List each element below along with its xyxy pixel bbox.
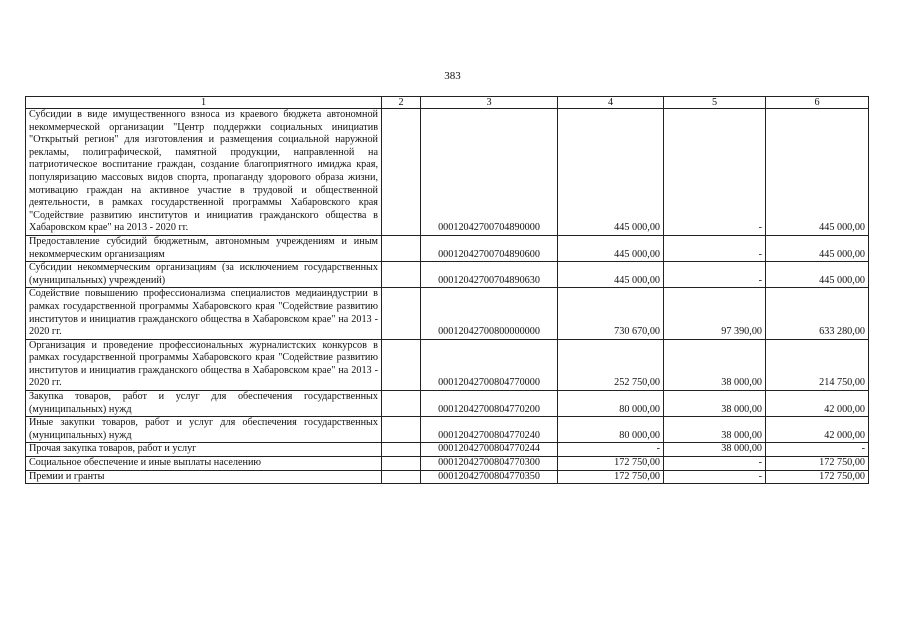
row-value-5: - [664,235,766,261]
column-header: 2 [382,97,421,109]
row-value-4: - [558,443,664,457]
row-code: 00012042700704890630 [421,262,558,288]
row-code: 00012042700804770244 [421,443,558,457]
row-value-4: 80 000,00 [558,417,664,443]
row-description: Прочая закупка товаров, работ и услуг [26,443,382,457]
table-row [26,391,869,417]
column-header: 3 [421,97,558,109]
row-value-5: - [664,109,766,236]
column-header: 4 [558,97,664,109]
row-value-6: 172 750,00 [766,470,869,484]
row-description: Содействие повышению профессионализма специалистов медиаиндустрии в рамках государственной программы Хабаровского края "Содействие развитию институтов и инициатив гражданского общества в Хабаровском крае" на 2013 - 2020 гг. [26,288,382,339]
row-description: Организация и проведение профессиональных журналистских конкурсов в рамках государственной программы Хабаровского края "Содействие развитию институтов и инициатив гражданского общества в Хабаровском крае" на 2013 - 2020 гг. [26,339,382,390]
row-description: Предоставление субсидий бюджетным, автономным учреждениям и иным некоммерческим организациям [26,235,382,261]
row-code: 00012042700804770200 [421,391,558,417]
row-code: 00012042700804770300 [421,457,558,471]
row-value-6: 633 280,00 [766,288,869,339]
row-col2 [382,457,421,471]
row-col2 [382,417,421,443]
table-row [26,443,869,457]
row-col2 [382,288,421,339]
row-value-4: 730 670,00 [558,288,664,339]
row-value-5: - [664,470,766,484]
table-row [26,288,869,339]
row-code: 00012042700804770350 [421,470,558,484]
row-value-6: 445 000,00 [766,262,869,288]
row-value-4: 445 000,00 [558,262,664,288]
row-value-5: 38 000,00 [664,417,766,443]
row-value-5: 38 000,00 [664,339,766,390]
row-value-4: 80 000,00 [558,391,664,417]
row-col2 [382,262,421,288]
row-col2 [382,235,421,261]
row-value-4: 252 750,00 [558,339,664,390]
column-header: 5 [664,97,766,109]
header-row [26,97,869,109]
row-value-5: 38 000,00 [664,443,766,457]
row-description: Субсидии некоммерческим организациям (за исключением государственных (муниципальных) учреждений) [26,262,382,288]
row-value-6: - [766,443,869,457]
row-value-4: 172 750,00 [558,457,664,471]
table-row [26,235,869,261]
row-value-6: 172 750,00 [766,457,869,471]
row-value-4: 445 000,00 [558,109,664,236]
row-description: Субсидии в виде имущественного взноса из краевого бюджета автономной некоммерческой организации "Центр поддержки социальных инициатив "Открытый регион" для изготовления и размещения социальной наружной рекламы, полиграфической, памятной продукции, направленной на патриотическое воспитание граждан, создание благоприятного имиджа края, популяризацию массовых видов спорта, пропаганду здорового образа жизни, мотивацию граждан на активное участие в трудовой и общественной деятельности, в рамках государственной программы Хабаровского края "Содействие развитию институтов и инициатив гражданского общества в Хабаровском крае" на 2013 - 2020 гг. [26,109,382,236]
row-col2 [382,109,421,236]
row-code: 00012042700704890000 [421,109,558,236]
row-value-5: - [664,457,766,471]
column-header: 1 [26,97,382,109]
table-row [26,457,869,471]
row-description: Социальное обеспечение и иные выплаты населению [26,457,382,471]
row-value-4: 172 750,00 [558,470,664,484]
row-code: 00012042700704890600 [421,235,558,261]
table-row [26,262,869,288]
row-value-6: 42 000,00 [766,391,869,417]
row-col2 [382,391,421,417]
table-row [26,339,869,390]
table-row [26,417,869,443]
row-value-6: 42 000,00 [766,417,869,443]
row-value-6: 214 750,00 [766,339,869,390]
row-col2 [382,443,421,457]
row-value-5: 97 390,00 [664,288,766,339]
row-col2 [382,339,421,390]
row-value-6: 445 000,00 [766,109,869,236]
column-header: 6 [766,97,869,109]
budget-table [25,96,869,484]
row-value-5: 38 000,00 [664,391,766,417]
row-col2 [382,470,421,484]
row-value-5: - [664,262,766,288]
row-code: 00012042700800000000 [421,288,558,339]
row-description: Премии и гранты [26,470,382,484]
row-value-6: 445 000,00 [766,235,869,261]
table-row [26,470,869,484]
row-description: Закупка товаров, работ и услуг для обеспечения государственных (муниципальных) нужд [26,391,382,417]
row-value-4: 445 000,00 [558,235,664,261]
row-code: 00012042700804770000 [421,339,558,390]
row-code: 00012042700804770240 [421,417,558,443]
table-row [26,109,869,236]
page-number: 383 [444,70,461,82]
row-description: Иные закупки товаров, работ и услуг для обеспечения государственных (муниципальных) нужд [26,417,382,443]
